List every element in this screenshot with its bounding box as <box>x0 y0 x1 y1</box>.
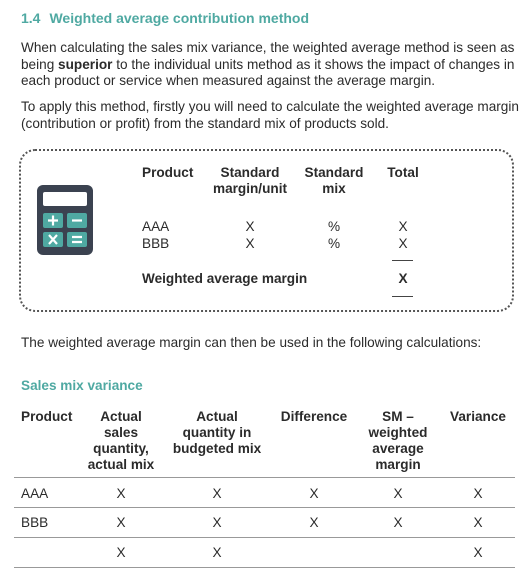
table-divider <box>14 567 515 568</box>
intro-text: The weighted average margin can then be used in the following calculations: <box>21 335 482 350</box>
box-row-margin: X <box>245 219 255 234</box>
section-title: Weighted average contribution method <box>49 10 310 26</box>
total-rule-top <box>392 260 413 261</box>
paragraph-2 <box>21 99 527 132</box>
vt-header-actual-sales: Actual sales quantity, actual mix <box>87 409 155 472</box>
paragraph-1 <box>21 40 527 90</box>
paragraph-2-line-1: To apply this method, firstly you will need to calculate the weighted average margin <box>21 99 519 114</box>
box-row-product: AAA <box>142 219 170 234</box>
weighted-average-total: X <box>398 271 408 286</box>
vt-header-sm: SM – weighted average margin <box>368 409 428 472</box>
box-row-product: BBB <box>142 236 170 251</box>
calculator-icon <box>37 185 93 255</box>
box-header-mix: Standard mix <box>304 165 364 196</box>
table-cell: X <box>473 486 483 501</box>
table-cell: X <box>212 515 222 530</box>
table-cell: X <box>212 486 222 501</box>
bold-superior: superior <box>58 56 113 72</box>
table-cell: X <box>473 515 483 530</box>
section-number: 1.4 <box>21 10 41 26</box>
table-divider <box>14 477 515 478</box>
table-cell: X <box>473 545 483 560</box>
table-divider <box>14 507 515 508</box>
table-row-product: BBB <box>21 515 49 530</box>
table-cell: X <box>393 515 403 530</box>
box-header-total: Total <box>387 165 419 180</box>
table-cell: X <box>116 515 126 530</box>
table-cell: X <box>116 545 126 560</box>
paragraph-1-line-3: each product or service when measured against the average margin. <box>21 73 436 88</box>
box-row-margin: X <box>245 236 255 251</box>
table-cell: X <box>393 486 403 501</box>
table-row-product: AAA <box>21 486 49 501</box>
paragraph-1-line-2: being superior to the individual units method as it shows the impact of changes in <box>21 56 515 72</box>
vt-header-actual-budgeted: Actual quantity in budgeted mix <box>172 409 262 456</box>
box-header-product: Product <box>142 165 194 180</box>
table-cell: X <box>116 486 126 501</box>
variance-table-title: Sales mix variance <box>21 378 143 393</box>
section-heading <box>21 10 309 26</box>
weighted-average-label: Weighted average margin <box>142 271 308 286</box>
table-divider <box>14 537 515 538</box>
box-row-mix: % <box>327 236 341 251</box>
vt-header-product: Product <box>21 409 73 424</box>
paragraph-2-line-2: (contribution or profit) from the standard mix of products sold. <box>21 115 389 131</box>
box-row-mix: % <box>327 219 341 234</box>
box-header-margin: Standard margin/unit <box>212 165 287 196</box>
box-row-total: X <box>398 219 408 234</box>
vt-header-difference: Difference <box>280 409 348 424</box>
table-cell: X <box>309 515 319 530</box>
vt-header-variance: Variance <box>450 409 506 424</box>
table-cell: X <box>309 486 319 501</box>
table-cell: X <box>212 545 222 560</box>
box-row-total: X <box>398 236 408 251</box>
total-rule-bottom <box>392 296 413 297</box>
paragraph-1-line-1: When calculating the sales mix variance, the weighted average method is seen as <box>21 40 515 55</box>
